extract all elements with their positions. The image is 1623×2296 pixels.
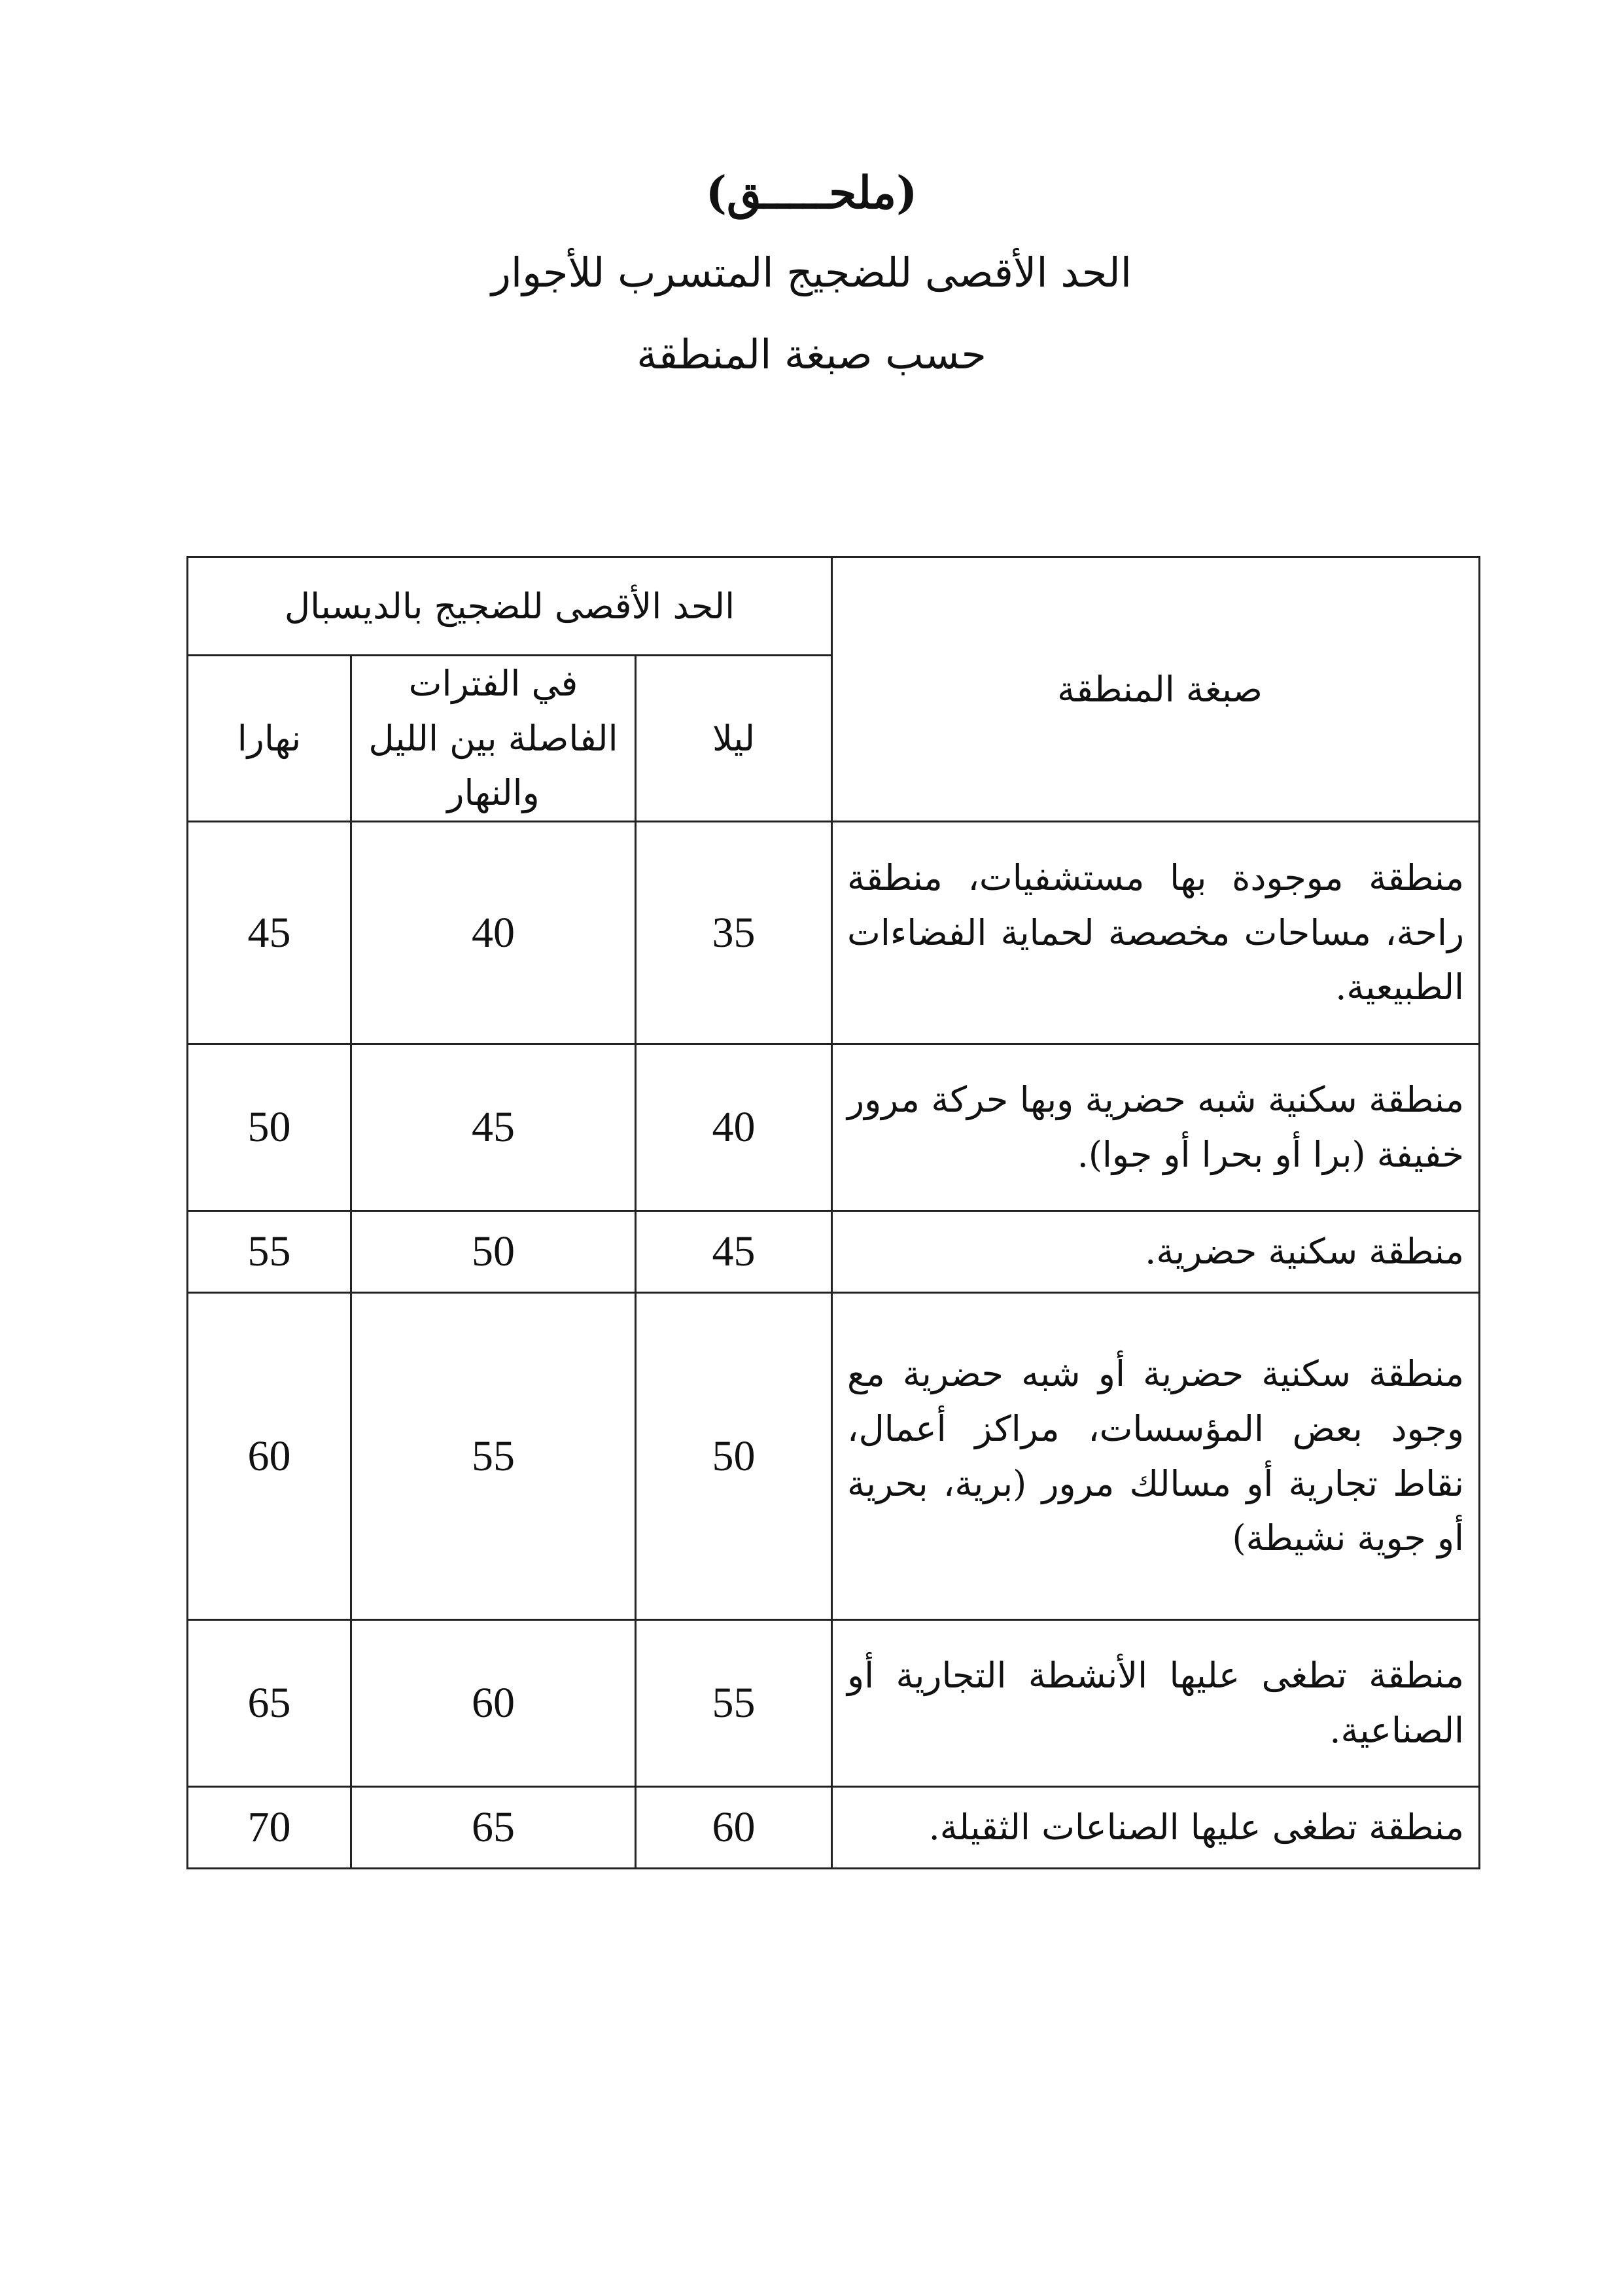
- transition-value: 50: [351, 1211, 636, 1293]
- noise-limits-table: [186, 556, 1480, 1869]
- day-value: 70: [188, 1787, 351, 1869]
- day-value: 60: [188, 1293, 351, 1620]
- transition-value: 45: [351, 1044, 636, 1211]
- night-column-header: ليلا: [636, 656, 832, 822]
- zone-description: منطقة سكنية حضرية.: [832, 1211, 1480, 1293]
- day-column-header: نهارا: [188, 656, 351, 822]
- table-row: [188, 1620, 1480, 1787]
- transition-value: 65: [351, 1787, 636, 1869]
- transition-value: 40: [351, 822, 636, 1044]
- transition-value: 60: [351, 1620, 636, 1787]
- transition-column-header: في الفترات الفاصلة بين الليل والنهار: [351, 656, 636, 822]
- night-value: 50: [636, 1293, 832, 1620]
- night-value: 45: [636, 1211, 832, 1293]
- night-value: 35: [636, 822, 832, 1044]
- transition-value: 55: [351, 1293, 636, 1620]
- zone-description: منطقة سكنية شبه حضرية وبها حركة مرور خفيفة (برا أو بحرا أو جوا).: [832, 1044, 1480, 1211]
- table-row: [188, 822, 1480, 1044]
- table-row: [188, 1211, 1480, 1293]
- day-value: 55: [188, 1211, 351, 1293]
- annex-title: (ملحـــــق): [705, 167, 918, 219]
- day-value: 45: [188, 822, 351, 1044]
- page-title: الحد الأقصى للضجيج المتسرب للأجوار: [491, 249, 1132, 296]
- zone-description: منطقة تطغى عليها الأنشطة التجارية أو الصناعية.: [832, 1620, 1480, 1787]
- zone-description: منطقة موجودة بها مستشفيات، منطقة راحة، مساحات مخصصة لحماية الفضاءات الطبيعية.: [832, 822, 1480, 1044]
- max-noise-header: الحد الأقصى للضجيج بالديسبال: [188, 557, 832, 656]
- table-row: [188, 1044, 1480, 1211]
- zone-type-header: صبغة المنطقة: [832, 557, 1480, 822]
- day-value: 50: [188, 1044, 351, 1211]
- night-value: 55: [636, 1620, 832, 1787]
- day-value: 65: [188, 1620, 351, 1787]
- page-subtitle: حسب صبغة المنطقة: [637, 330, 986, 378]
- night-value: 60: [636, 1787, 832, 1869]
- table-row: [188, 1293, 1480, 1620]
- zone-description: منطقة سكنية حضرية أو شبه حضرية مع وجود بعض المؤسسات، مراكز أعمال، نقاط تجارية أو مسالك مرور (برية، بحرية أو جوية نشيطة): [832, 1293, 1480, 1620]
- table-row: [188, 1787, 1480, 1869]
- night-value: 40: [636, 1044, 832, 1211]
- zone-description: منطقة تطغى عليها الصناعات الثقيلة.: [832, 1787, 1480, 1869]
